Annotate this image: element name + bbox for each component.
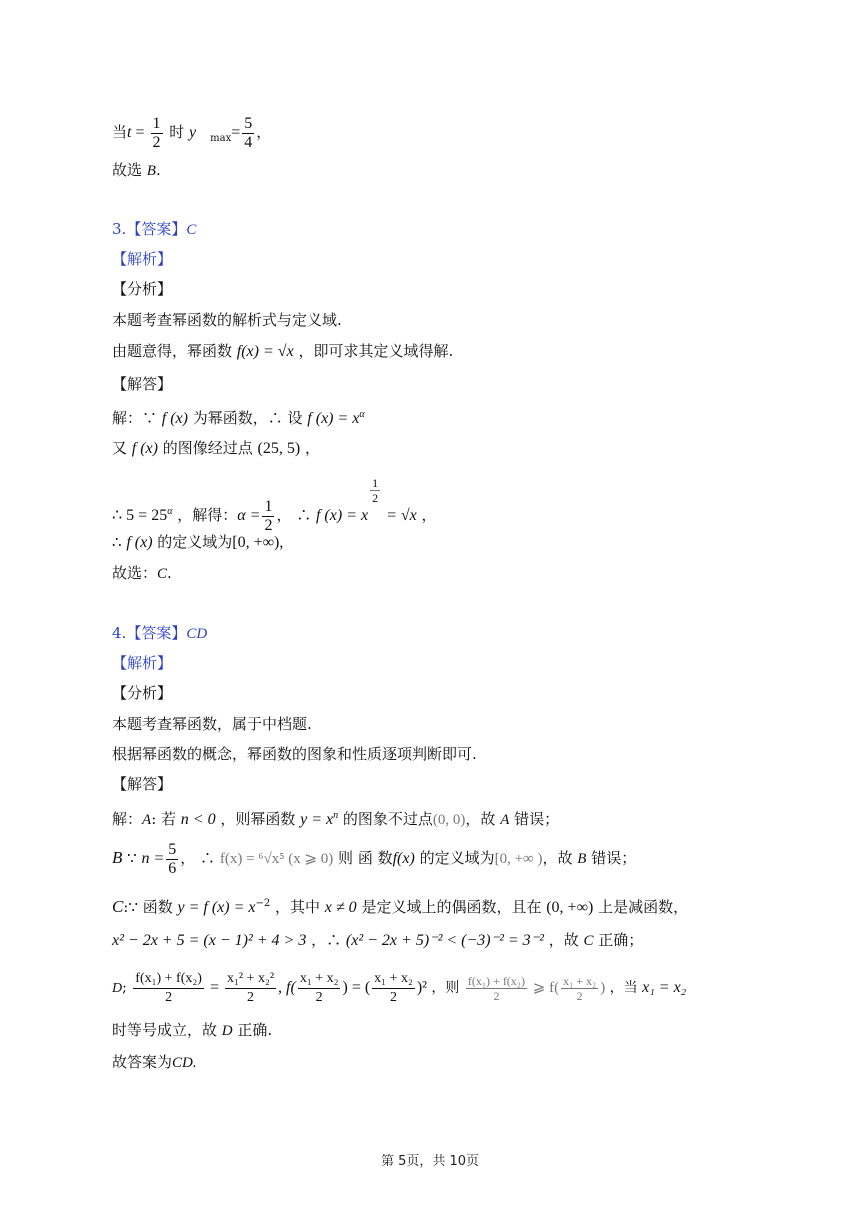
fraction-d-5: $\frac{\text{f(x₁) + f(x₂)}}{2}$ [467,973,525,1003]
fraction-d-1: $\frac{\text{f(x₁) + f(x₂)}}{2}$ [135,970,202,1005]
fraction-five-quarters: $\frac{5}{4}$ [244,114,253,151]
q4-fenxi-tag: 【分析】 [112,684,173,702]
q3-solution-2: 又 f (x) 的图像经过点 (25, 5) ， [112,439,320,457]
q4-option-a: 解：A: 若 n < 0 ，则幂函数 $y = x^n$ 的图象不过点(0, 0)，故 A 错误； [112,810,560,828]
q4-option-c: C:∵ 函数 y = f $(x) = x^{-2}$ ，其中 x ≠ 0 是定义域上的偶函数，且在 (0, +∞) 上是减函数， [112,897,689,916]
exponent-fraction: $\frac{1}{2}$ [372,476,379,505]
q4-answer-heading: 4.【答案】CD [112,624,208,642]
page-footer: 第 5页，共 10页 [380,1154,480,1169]
q3-final: 故选：C. [112,564,172,582]
fraction-one-half: $\frac{1}{2}$ [152,114,161,151]
fraction-d-4: $\frac{\text{x₁ + x₂}}{2}$ [374,970,413,1005]
q3-line-1: 本题考查幂函数的解析式与定义域. [112,311,342,329]
q4-option-d-cont: 时等号成立，故 D 正确. [112,1021,273,1039]
q3-jieda-tag: 【解答】 [112,375,173,393]
q4-analysis-tag: 【解析】 [112,654,173,672]
q3-answer-heading: 3.【答案】C [112,220,197,238]
q4-option-b: B ∵ n = $\frac{5}{6}$ ， ∴ f(x) = ⁶√x⁵ (x ⩾ 0) 则 函 数f(x) 的定义域为[0, +∞ )，故 B 错误； [112,840,637,877]
q2-conclusion: 故选 B. [112,161,161,179]
q3-fenxi-tag: 【分析】 [112,280,173,298]
q3-solution-4: ∴ f (x) 的定义域为[0, +∞), [112,533,284,551]
q4-jieda-tag: 【解答】 [112,775,173,793]
q4-line-2: 根据幂函数的概念，幂函数的图象和性质逐项判断即可. [112,745,477,763]
fraction-d-2: $\frac{\text{x₁² + x₂²}}{2}$ [226,970,275,1005]
q4-option-c-cont: x² − 2x + 5 = (x − 1)² + 4 > 3 ，∴ (x² − 2x + 5)⁻² < (−3)⁻² = 3⁻² ，故 C 正确； [112,931,644,949]
q3-solution-1: 解：∵ f (x) 为幂函数，∴ 设 f $(x) = x^\alpha$ [112,409,365,427]
fraction-alpha: $\frac{1}{2}$ [264,497,273,534]
q2-line-max: 当t = $\frac{1}{2}$ 时 y $_{max}$= $\frac{5}{4}$ ， [112,114,272,151]
fraction-d-3: $\frac{\text{x₁ + x₂}}{2}$ [299,970,339,1005]
q4-final: 故答案为CD. [112,1053,197,1071]
q4-line-1: 本题考查幂函数，属于中档题. [112,715,312,733]
q4-option-d: D; $\frac{\text{f(x₁) + f(x₂)}}{2}$ = $\frac{\text{x₁² + x₂²}}{2}$ , f( $\frac{\text{x₁ + x₂}}{2}$ ) = ( $\frac{\text{x₁ + x₂}}{2}$ )² ，则 $\frac{\text{f(x₁) + f(x₂)}}{2}$ ⩾ f( $\frac{\text{x₁ + x₂}}{2}$ ) ，当 x₁ = x₂ [112,970,687,1005]
fraction-d-6: $\frac{\text{x₁ + x₂}}{2}$ [563,973,597,1003]
q3-solution-3: ∴ $5 = 25^\alpha$ ，解得：α = $\frac{1}{2}$ ， ∴ f (x) = x $\frac{1}{2}$ = √x ， [112,476,437,534]
fraction-five-sixths: $\frac{5}{6}$ [168,840,177,877]
q3-analysis-tag: 【解析】 [112,250,173,268]
q3-line-2: 由题意得，幂函数 f(x) = √x ，即可求其定义域得解. [112,342,454,360]
